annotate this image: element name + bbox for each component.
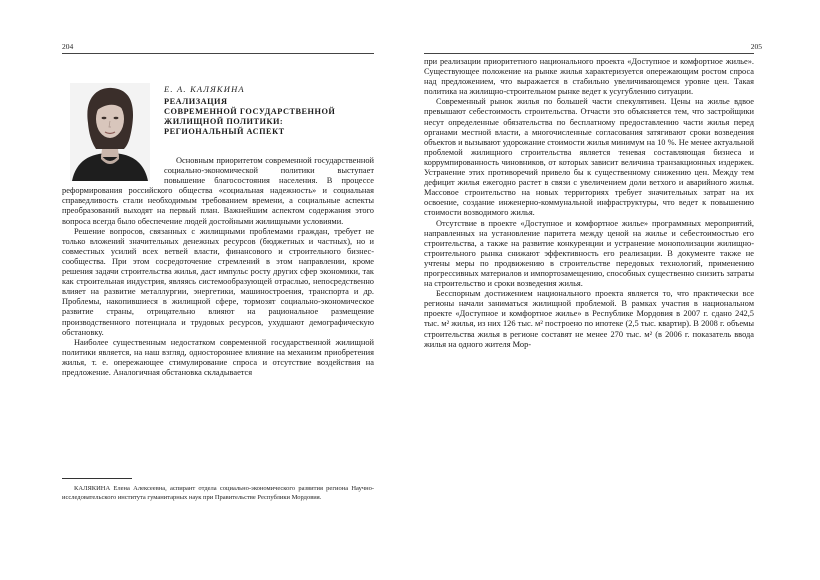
title-line: РЕАЛИЗАЦИЯ: [164, 97, 228, 106]
page-number: 204: [62, 42, 74, 51]
paragraph: Решение вопросов, связанных с жилищными проблемами граждан, требует не только вложений значительных денежных ресурсов (бюджетных и частных), но и совместных усилий всех ветвей власти, финансового и строительного бизнес-сообщества. При этом сосредоточение стремлений в этом направлении, кроме решения задачи строительства жилья, даст импульс росту других сфер экономики, так как строительная индустрия, являясь системообразующей отраслью, непосредственно влияет на развитие металлургии, энергетики, машиностроения, транспорта и др. Проблемы, накопившиеся в жилищной сфере, тормозят социально-экономическое развитие страны, отрицательно влияют на рациональное размещение производственного потенциала и трудовых ресурсов, ухудшают демографическую обстановку.: [62, 226, 374, 337]
header-rule: [62, 53, 374, 54]
footnote-rule: [62, 478, 132, 479]
paragraph: Отсутствие в проекте «Доступное и комфортное жилье» программных мероприятий, направленных на установление паритета между ценой на жилье и себестоимостью его строительства, а также на развитие конкуренции и устранение монополизации жилищно-строительного рынка снижают эффективность его реализации. В документе также не учтены меры по продвижению в строительстве передовых технологий, применению прогрессивных материалов и импортозамещению, способных существенно снизить затраты на строительство и сроки возведения жилья.: [424, 218, 754, 289]
right-page: [410, 0, 820, 580]
paragraph: Наиболее существенным недостатком современной государственной жилищной политики является, на наш взгляд, одностороннее влияние на механизм приобретения жилья, т. е. опережающее стимулирование спроса и отсутствие воздействия на предложение. Аналогичная обстановка складывается: [62, 337, 374, 377]
left-body: [62, 156, 374, 378]
title-line: ЖИЛИЩНОЙ ПОЛИТИКИ:: [164, 117, 284, 126]
footnote-text: КАЛЯКИНА Елена Алексеевна, аспирант отдела социально-экономического развития региона Научно-исследовательского института гуманитарных наук при Правительстве Республики Мордовия.: [62, 485, 374, 501]
paragraph: при реализации приоритетного национального проекта «Доступное и комфортное жилье». Существующее положение на рынке жилья характеризуется опережающим ростом спроса над предложением, что выражается в стабильно увеличивающемся уровне цен. Такая политика на жилищно-строительном рынке ведет к усугублению ситуации.: [424, 57, 754, 97]
paragraph: Бесспорным достижением национального проекта является то, что практически все регионы начали заниматься жилищной проблемой. В рамках участия в национальном проекте «Доступное и комфортное жилье» в Республике Мордовия в 2007 г. сдано 242,5 тыс. м² жилья, из них 126 тыс. м² построено по ипотеке (2,5 тыс. квартир). В 2008 г. объемы строительства жилья в регионе составят не менее 270 тыс. м² (в 2006 г. показатель ввода жилья на одного жителя Мор-: [424, 289, 754, 349]
paragraph: Основным приоритетом современной государственной социально-экономической политики выступает повышение благосостояния населения. В процессе реформирования российского общества «социальная надежность» и социальная справедливость стали необходимым требованием времени, а социальные аспекты преобразований выходят на первый план. Важнейшим аспектом содержания этого вопроса всегда было обеспечение людей достойными жилищными условиями.: [62, 156, 374, 226]
author-footnote: [62, 485, 374, 502]
page-number: 205: [750, 42, 762, 51]
right-body: [424, 57, 754, 350]
header-rule: [424, 53, 754, 54]
title-line: РЕГИОНАЛЬНЫЙ АСПЕКТ: [164, 127, 285, 136]
article-title: [164, 97, 374, 137]
author-name: Е. А. КАЛЯКИНА: [164, 84, 245, 94]
title-line: СОВРЕМЕННОЙ ГОСУДАРСТВЕННОЙ: [164, 107, 336, 116]
paragraph: Современный рынок жилья по большей части спекулятивен. Цены на жилье вдвое превышают себестоимость строительства. Отчасти это объясняется тем, что застройщики несут определенные обязательства по бесплатному предоставлению части жилья перед органами местной власти, а многочисленные согласования затягивают сроки возведения объектов и вызывают удорожание стоимости жилья минимум на 10 %. Не менее актуальной проблемой жилищного строительства является теневая составляющая бизнеса и коррумпированность чиновников, от которых зависит величина транзакционных издержек. Устранение этих противоречий привело бы к существенному снижению цен. Между тем дефицит жилья ежегодно растет в связи с увеличением доли ветхого и аварийного жилья. Массовое строительство на новых территориях требует значительных затрат на их освоение, создание инженерно-коммунальной инфраструктуры, что ведет к повышению стоимости возводимого жилья.: [424, 97, 754, 218]
